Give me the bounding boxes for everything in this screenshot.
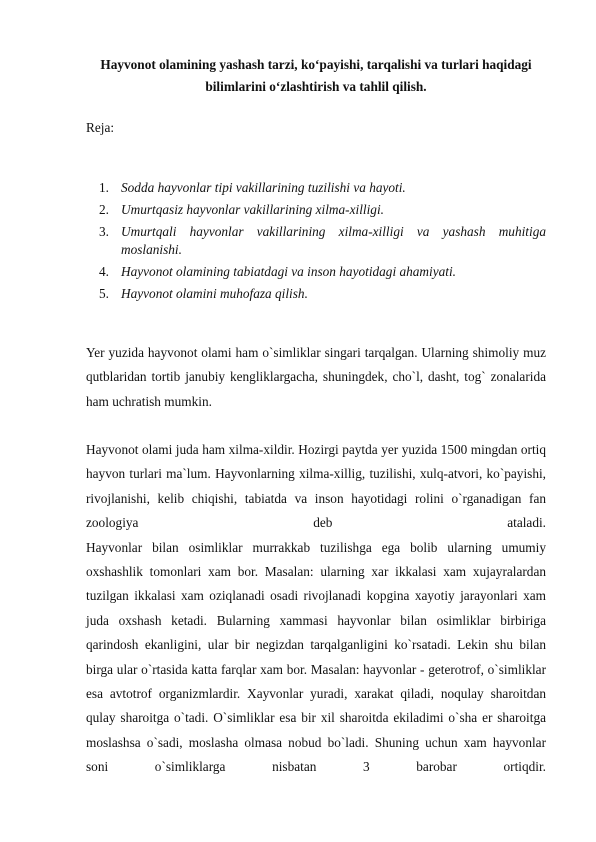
plan-item-number: 2. xyxy=(99,202,109,217)
plan-item xyxy=(99,285,546,303)
paragraph-diversity-comparison: Hayvonlar bilan osimliklar murrakkab tuzilishga ega bolib ularning umumiy oxshashlik tomonlari xam bor. Masalan: ularning xar ikkalasi xam xujayralardan tuzilgan ikkalasi xam oziqlanadi osadi rivojlanadi kopgina xayotiy jarayonlari xam juda oxshash ketadi. Bularning xammasi hayvonlar bilan osimliklar birbiriga qarindosh ekanligini, ular bir negizdan tarqalganligini ko`rsatadi. Lekin shu bilan birga ular o`rtasida katta farqlar xam bor. Masalan: hayvonlar - geterotrof, o`simliklar esa avtotrof organizmlardir. Xayvonlar yuradi, xarakat qiladi, noqulay sharoitdan qulay sharoitga o`tadi. O`simliklar esa bir xil sharoitda ekiladimi o`sha er sharoitga moslashsa o`sadi, moslasha olmasa nobud bo`ladi. Shuning uchun xam hayvonlar soni o`simliklarga nisbatan 3 barobar ortiqdir. xyxy=(86,539,546,775)
paragraph-diversity-intro: Hayvonot olami juda ham xilma-xildir. Hozirgi paytda yer yuzida 1500 mingdan ortiq hayvon turlari ma`lum. Hayvonlarning xilma-xillig, tuzilishi, xulq-atvori, ko`payishi, rivojlanishi, kelib chiqishi, tabiatda va inson hayotidagi rolini o`rganadigan fan zoologiya deb ataladi. xyxy=(86,442,546,531)
plan-item-number: 3. xyxy=(99,224,109,239)
plan-item-text: Umurtqasiz hayvonlar vakillarining xilma-xilligi. xyxy=(121,202,384,217)
plan-item xyxy=(99,179,546,197)
plan-item-text: Hayvonot olamining tabiatdagi va inson hayotidagi ahamiyati. xyxy=(121,264,456,279)
plan-item-text: Hayvonot olamini muhofaza qilish. xyxy=(121,286,308,301)
plan-item xyxy=(99,223,546,259)
document-title: Hayvonot olamining yashash tarzi, koʻpayishi, tarqalishi va turlari haqidagi bilimlarini oʻzlashtirish va tahlil qilish. xyxy=(100,57,532,94)
plan-item-number: 1. xyxy=(99,180,109,195)
plan-item xyxy=(99,201,546,219)
plan-item-text: Sodda hayvonlar tipi vakillarining tuzilishi va hayoti. xyxy=(121,180,406,195)
paragraph-distribution: Yer yuzida hayvonot olami ham o`simliklar singari tarqalgan. Ularning shimoliy muz qutblaridan tortib janubiy kengliklargacha, shuningdek, cho`l, dasht, tog` zonalarida ham uchratish mumkin. xyxy=(86,345,546,409)
plan-label: Reja: xyxy=(86,120,115,135)
plan-item-number: 5. xyxy=(99,286,109,301)
plan-list xyxy=(99,179,546,307)
paragraph-diversity xyxy=(86,438,546,780)
plan-item xyxy=(99,263,546,281)
plan-item-number: 4. xyxy=(99,264,109,279)
plan-item-text: Umurtqali hayvonlar vakillarining xilma-xilligi va yashash muhitiga moslanishi. xyxy=(121,224,546,257)
